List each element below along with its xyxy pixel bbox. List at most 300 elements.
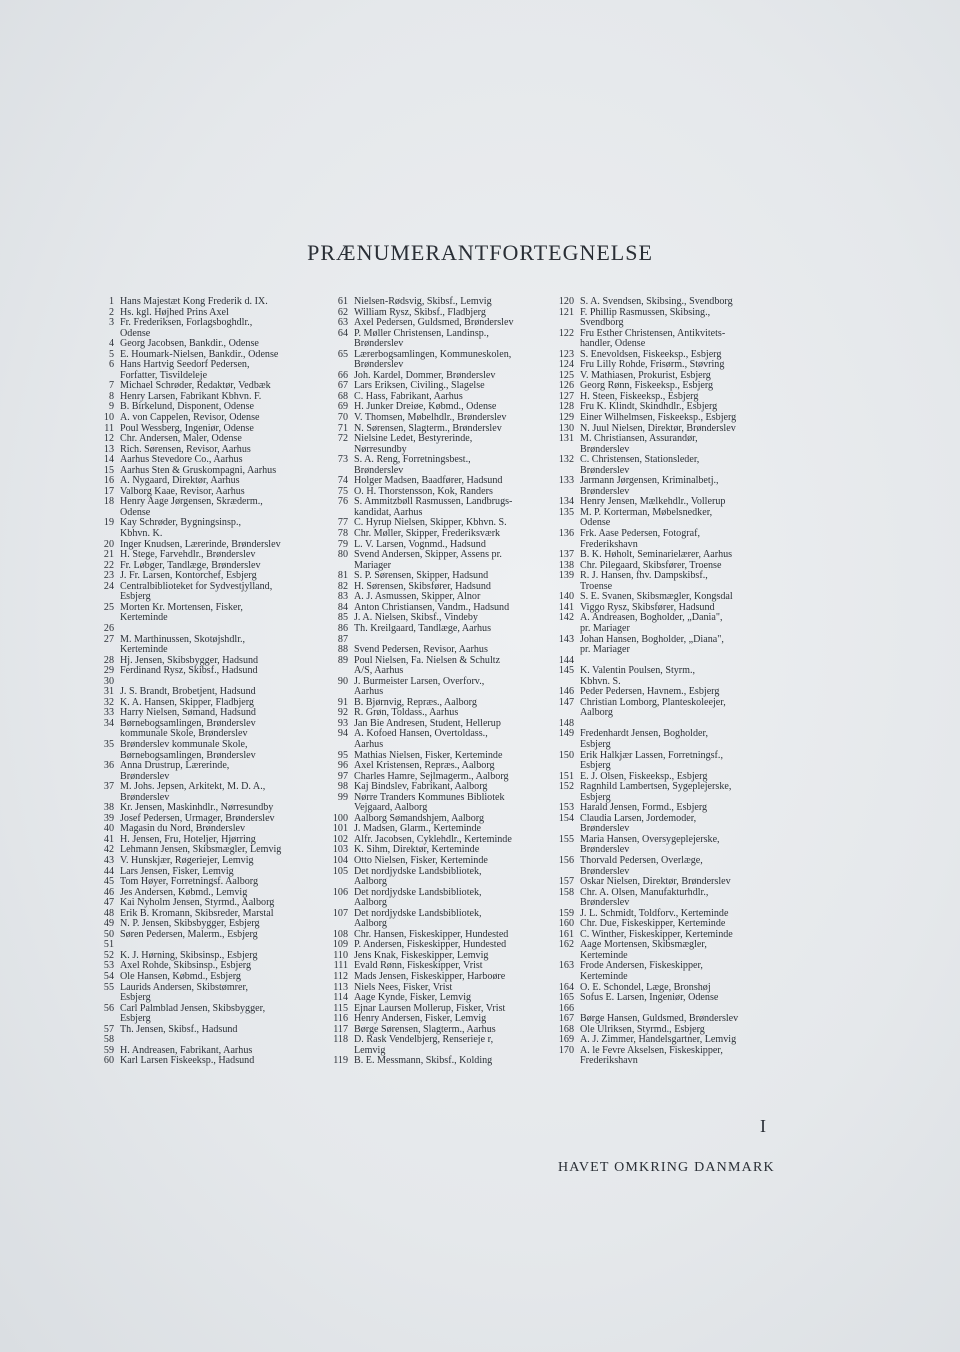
entry-number: 156 bbox=[558, 854, 574, 866]
entry-number: 138 bbox=[558, 559, 574, 571]
entry-number: 82 bbox=[337, 580, 348, 592]
entry-name: S. Ammitzbøll Rasmussen, Landbrugs- kandidat, Aarhus bbox=[354, 496, 513, 518]
entry-name: William Rysz, Skibsf., Fladbjerg bbox=[354, 306, 486, 318]
entry-number: 117 bbox=[333, 1023, 348, 1035]
entry-number: 118 bbox=[333, 1034, 348, 1046]
entry-name: Centralbiblioteket for Sydvestjylland, Esbjerg bbox=[120, 580, 273, 603]
entry-number: 21 bbox=[103, 549, 114, 561]
entry-number: 48 bbox=[103, 907, 114, 919]
entry-name: Peder Pedersen, Havnem., Esbjerg bbox=[580, 686, 720, 698]
entry-name: J. L. Schmidt, Toldforv., Kerteminde bbox=[580, 907, 729, 919]
subscriber-entry bbox=[328, 972, 550, 983]
entry-name: A. J. Zimmer, Handelsgartner, Lemvig bbox=[580, 1034, 737, 1046]
entry-name: Hj. Jensen, Skibsbygger, Hadsund bbox=[120, 654, 259, 666]
subscriber-entry bbox=[98, 497, 320, 518]
subscriber-entry bbox=[98, 1025, 320, 1036]
entry-number: 153 bbox=[558, 802, 574, 814]
entry-name: Mads Jensen, Fiskeskipper, Harboøre bbox=[354, 971, 506, 982]
entry-number: 7 bbox=[108, 380, 114, 392]
entry-number: 149 bbox=[558, 728, 574, 740]
entry-number: 24 bbox=[103, 580, 114, 592]
entry-name: Lærerbogsamlingen, Kommuneskolen, Brønderslev bbox=[354, 348, 512, 371]
entry-number: 110 bbox=[333, 949, 348, 961]
entry-name: Claudia Larsen, Jordemoder, Brønderslev bbox=[580, 812, 697, 835]
entry-number: 44 bbox=[103, 865, 114, 877]
entry-name: Nielsine Ledet, Bestyrerinde, Nørresundby bbox=[354, 433, 473, 455]
entry-name: A. Andreasen, Bogholder, „Dania", pr. Mariager bbox=[580, 612, 723, 634]
entry-number: 40 bbox=[103, 823, 114, 835]
entry-number: 154 bbox=[558, 812, 574, 824]
entry-number: 111 bbox=[333, 960, 348, 972]
entry-name: Erik Halkjær Lassen, Forretningsf., Esbjerg bbox=[580, 749, 723, 772]
subscriber-entry bbox=[98, 318, 320, 339]
entry-name: Aarhus Stevedore Co., Aarhus bbox=[120, 454, 243, 466]
subscriber-entry bbox=[328, 329, 550, 350]
subscriber-entry bbox=[98, 582, 320, 603]
entry-number: 20 bbox=[103, 538, 114, 550]
entry-number: 147 bbox=[558, 696, 574, 708]
entry-number: 22 bbox=[103, 559, 114, 571]
entry-name: C. Hyrup Nielsen, Skipper, Kbhvn. S. bbox=[354, 517, 507, 529]
entry-name: Det nordjydske Landsbibliotek, Aalborg bbox=[354, 907, 482, 930]
entry-name: Anna Drustrup, Lærerinde, Brønderslev bbox=[120, 760, 230, 782]
entry-number: 83 bbox=[337, 591, 348, 603]
entry-name: Chr. Møller, Skipper, Frederiksværk bbox=[354, 528, 501, 540]
entry-number: 157 bbox=[558, 876, 574, 888]
entry-number: 94 bbox=[337, 728, 348, 740]
entry-number: 19 bbox=[103, 517, 114, 529]
entry-number: 159 bbox=[558, 907, 574, 919]
entry-name: Einer Wilhelmsen, Fiskeeksp., Esbjerg bbox=[580, 412, 737, 424]
entry-number: 136 bbox=[558, 528, 574, 540]
entry-name: J. S. Brandt, Brobetjent, Hadsund bbox=[120, 686, 256, 698]
entry-number: 86 bbox=[337, 622, 348, 634]
entry-name: Maria Hansen, Oversygeplejerske, Brønderslev bbox=[580, 833, 720, 856]
subscriber-entry bbox=[98, 856, 320, 867]
entry-name: Aage Mortensen, Skibsmægler, Kerteminde bbox=[580, 939, 707, 961]
entry-number: 116 bbox=[333, 1013, 348, 1025]
entry-name: Aalborg Sømandshjem, Aalborg bbox=[354, 812, 484, 824]
entry-name: K. Valentin Poulsen, Styrm., Kbhvn. S. bbox=[580, 665, 696, 687]
entry-name: Morten Kr. Mortensen, Fisker, Kerteminde bbox=[120, 601, 243, 624]
entry-number: 11 bbox=[104, 422, 114, 434]
entry-number: 10 bbox=[103, 412, 114, 424]
subscriber-entry bbox=[554, 961, 776, 982]
subscriber-entry bbox=[328, 645, 550, 656]
entry-name: K. A. Hansen, Skipper, Fladbjerg bbox=[120, 696, 254, 708]
entry-name: Det nordjydske Landsbibliotek, Aalborg bbox=[354, 886, 482, 909]
subscriber-entry bbox=[328, 888, 550, 909]
entry-number: 142 bbox=[558, 612, 574, 624]
subscriber-entry bbox=[328, 297, 550, 308]
entry-number: 61 bbox=[337, 296, 348, 307]
entry-number: 167 bbox=[558, 1013, 574, 1025]
subscriber-entry bbox=[328, 455, 550, 476]
subscriber-entry bbox=[328, 856, 550, 867]
subscriber-entry bbox=[98, 297, 320, 308]
entry-number: 39 bbox=[103, 812, 114, 824]
entry-name: Valborg Kaae, Revisor, Aarhus bbox=[120, 485, 245, 497]
subscriber-entry bbox=[554, 508, 776, 529]
subscriber-entry bbox=[98, 624, 320, 635]
entry-name: A. J. Asmussen, Skipper, Alnor bbox=[354, 591, 481, 603]
entry-number: 101 bbox=[332, 823, 348, 835]
entry-number: 106 bbox=[332, 886, 348, 898]
entry-name: Hans Hartvig Seedorf Pedersen, Forfatter, Tisvildeleje bbox=[120, 359, 250, 381]
entry-name: Chr. Hansen, Fiskeskipper, Hundested bbox=[354, 928, 509, 940]
entry-name: Lars Eriksen, Civiling., Slagelse bbox=[354, 380, 485, 392]
entry-number: 143 bbox=[558, 633, 574, 645]
entry-number: 70 bbox=[337, 412, 348, 424]
entry-name: Aarhus Sten & Gruskompagni, Aarhus bbox=[120, 464, 277, 476]
entry-name: V. Hunskjær, Røgeriejer, Lemvig bbox=[120, 854, 254, 866]
entry-name: B. Birkelund, Disponent, Odense bbox=[120, 401, 255, 413]
entry-name: Henry Jensen, Mælkehdlr., Vollerup bbox=[580, 496, 726, 508]
entry-number: 41 bbox=[103, 833, 114, 845]
entry-name: Mathias Nielsen, Fisker, Kerteminde bbox=[354, 749, 503, 761]
entry-number: 125 bbox=[558, 369, 574, 381]
entry-name: Poul Nielsen, Fa. Nielsen & Schultz A/S, Aarhus bbox=[354, 654, 501, 677]
entry-name: Tom Høyer, Forretningsf. Aalborg bbox=[120, 876, 259, 888]
subscriber-entry bbox=[554, 529, 776, 550]
entry-number: 3 bbox=[108, 317, 114, 329]
entry-name: J. Fr. Larsen, Kontorchef, Esbjerg bbox=[120, 570, 257, 582]
entry-number: 65 bbox=[337, 348, 348, 360]
entry-name: K. J. Hørning, Skibsinsp., Esbjerg bbox=[120, 949, 258, 961]
entry-name: Svend Pedersen, Revisor, Aarhus bbox=[354, 644, 488, 656]
entry-number: 52 bbox=[103, 949, 114, 961]
entry-name: Carl Palmblad Jensen, Skibsbygger, Esbjerg bbox=[120, 1002, 266, 1025]
entry-name: Kr. Jensen, Maskinhdlr., Nørresundby bbox=[120, 802, 274, 814]
entry-name: Søren Pedersen, Malerm., Esbjerg bbox=[120, 928, 258, 940]
entry-number: 151 bbox=[558, 770, 574, 782]
entry-number: 2 bbox=[108, 306, 114, 318]
entry-number: 84 bbox=[337, 601, 348, 613]
entry-number: 109 bbox=[332, 939, 348, 951]
entry-number: 13 bbox=[103, 443, 114, 455]
entry-number: 26 bbox=[103, 622, 114, 634]
entry-name: O. E. Schondel, Læge, Bronshøj bbox=[580, 981, 711, 993]
entry-number: 37 bbox=[103, 781, 114, 793]
entry-number: 47 bbox=[103, 897, 114, 909]
entry-number: 49 bbox=[103, 918, 114, 930]
entry-number: 168 bbox=[558, 1023, 574, 1035]
entry-number: 69 bbox=[337, 401, 348, 413]
entry-name: Th. Kreilgaard, Tandlæge, Aarhus bbox=[354, 622, 492, 634]
entry-number: 131 bbox=[558, 433, 574, 445]
entry-number: 165 bbox=[558, 992, 574, 1004]
subscriber-entry bbox=[328, 529, 550, 540]
entry-name: Frk. Aase Pedersen, Fotograf, Frederikshavn bbox=[580, 528, 700, 550]
entry-number: 112 bbox=[333, 971, 348, 982]
entry-number: 85 bbox=[337, 612, 348, 624]
entry-name: Fru Esther Christensen, Antikvitets- handler, Odense bbox=[580, 327, 726, 350]
entry-number: 9 bbox=[108, 401, 114, 413]
entry-number: 163 bbox=[558, 960, 574, 972]
subscriber-column-2 bbox=[328, 297, 550, 1067]
subscriber-entry bbox=[554, 729, 776, 750]
subscriber-entry bbox=[98, 666, 320, 677]
entry-name: Fru K. Klindt, Skindhdlr., Esbjerg bbox=[580, 401, 718, 413]
subscriber-entry bbox=[98, 983, 320, 1004]
entry-name: Henry Aage Jørgensen, Skræderm., Odense bbox=[120, 496, 263, 518]
entry-name: D. Rask Vendelbjerg, Renserieje r, Lemvig bbox=[354, 1034, 494, 1056]
entry-name: S. P. Sørensen, Skipper, Hadsund bbox=[354, 570, 489, 582]
entry-number: 115 bbox=[333, 1002, 348, 1014]
entry-number: 63 bbox=[337, 317, 348, 329]
entry-number: 53 bbox=[103, 960, 114, 972]
entry-name: Lars Jensen, Fisker, Lemvig bbox=[120, 865, 234, 877]
entry-name: S. A. Reng, Forretningsbest., Brønderslev bbox=[354, 454, 471, 476]
entry-name: O. H. Thorstensson, Kok, Randers bbox=[354, 485, 493, 497]
entry-number: 161 bbox=[558, 928, 574, 940]
entry-number: 59 bbox=[103, 1044, 114, 1056]
entry-number: 29 bbox=[103, 665, 114, 677]
entry-number: 107 bbox=[332, 907, 348, 919]
entry-number: 71 bbox=[337, 422, 348, 434]
page-title: PRÆNUMERANTFORTEGNELSE bbox=[307, 240, 653, 265]
subscriber-entry bbox=[554, 856, 776, 877]
entry-name: V. Mathiasen, Prokurist, Esbjerg bbox=[580, 369, 711, 381]
subscriber-entry bbox=[554, 329, 776, 350]
subscriber-entry bbox=[554, 782, 776, 803]
entry-number: 103 bbox=[332, 844, 348, 856]
entry-name: Henry Larsen, Fabrikant Kbhvn. F. bbox=[120, 390, 262, 402]
entry-name: Joh. Kardel, Dommer, Brønderslev bbox=[354, 369, 496, 381]
subscriber-entry bbox=[554, 635, 776, 656]
subscriber-entry bbox=[98, 1056, 320, 1067]
entry-number: 46 bbox=[103, 886, 114, 898]
entry-name: H. Andreasen, Fabrikant, Aarhus bbox=[120, 1044, 253, 1056]
entry-name: Axel Kristensen, Repræs., Aalborg bbox=[354, 760, 495, 772]
entry-number: 57 bbox=[103, 1023, 114, 1035]
subscriber-entry bbox=[328, 350, 550, 371]
entry-number: 150 bbox=[558, 749, 574, 761]
subscriber-entry bbox=[328, 1056, 550, 1067]
subscriber-entry bbox=[98, 413, 320, 424]
entry-number: 155 bbox=[558, 833, 574, 845]
subscriber-entry bbox=[554, 666, 776, 687]
entry-name: Det nordjydske Landsbibliotek, Aalborg bbox=[354, 865, 482, 888]
entry-name: Kay Schrøder, Bygningsinsp., Kbhvn. K. bbox=[120, 517, 241, 540]
entry-number: 27 bbox=[103, 633, 114, 645]
entry-name: Henry Andersen, Fisker, Lemvig bbox=[354, 1013, 487, 1025]
entry-number: 56 bbox=[103, 1002, 114, 1014]
entry-name: Otto Nielsen, Fisker, Kerteminde bbox=[354, 854, 488, 866]
entry-name: Axel Rohde, Skibsinsp., Esbjerg bbox=[120, 960, 252, 972]
entry-name: Ole Hansen, Købmd., Esbjerg bbox=[120, 971, 241, 982]
entry-number: 134 bbox=[558, 496, 574, 508]
entry-name: Nielsen-Rødsvig, Skibsf., Lemvig bbox=[354, 296, 492, 307]
entry-number: 140 bbox=[558, 591, 574, 603]
entry-name: Chr. Andersen, Maler, Odense bbox=[120, 433, 242, 445]
entry-name: C. Winther, Fiskeskipper, Kerteminde bbox=[580, 928, 733, 940]
entry-number: 166 bbox=[558, 1002, 574, 1014]
entry-number: 158 bbox=[558, 886, 574, 898]
entry-name: Viggo Rysz, Skibsfører, Hadsund bbox=[580, 601, 715, 613]
entry-name: Georg Rønn, Fiskeeksp., Esbjerg bbox=[580, 380, 714, 392]
entry-number: 68 bbox=[337, 390, 348, 402]
entry-name: S. Enevoldsen, Fiskeeksp., Esbjerg bbox=[580, 348, 722, 360]
subscriber-column-3 bbox=[554, 297, 776, 1067]
entry-name: Laurids Andersen, Skibstømrer, Esbjerg bbox=[120, 981, 248, 1004]
entry-number: 62 bbox=[337, 306, 348, 318]
entry-number: 18 bbox=[103, 496, 114, 508]
entry-number: 162 bbox=[558, 939, 574, 951]
entry-number: 76 bbox=[337, 496, 348, 508]
entry-number: 66 bbox=[337, 369, 348, 381]
subscriber-entry bbox=[328, 1035, 550, 1056]
entry-number: 55 bbox=[103, 981, 114, 993]
entry-number: 88 bbox=[337, 644, 348, 656]
entry-name: Lehmann Jensen, Skibsmægler, Lemvig bbox=[120, 844, 282, 856]
entry-name: M. Marthinussen, Skotøjshdlr., Kerteminde bbox=[120, 633, 246, 656]
entry-number: 36 bbox=[103, 760, 114, 772]
entry-number: 6 bbox=[108, 359, 114, 371]
entry-name: H. Junker Dreiøe, Købmd., Odense bbox=[354, 401, 497, 413]
subscriber-entry bbox=[98, 360, 320, 381]
entry-name: Karl Larsen Fiskeeksp., Hadsund bbox=[120, 1055, 255, 1067]
book-title-footer: HAVET OMKRING DANMARK bbox=[558, 1160, 775, 1175]
entry-name: Chr. Pilegaard, Skibsfører, Troense bbox=[580, 559, 722, 571]
subscriber-entry bbox=[98, 635, 320, 656]
entry-name: Hs. kgl. Højhed Prins Axel bbox=[120, 306, 229, 318]
entry-number: 73 bbox=[337, 454, 348, 466]
entry-number: 129 bbox=[558, 412, 574, 424]
entry-name: Oskar Nielsen, Direktør, Brønderslev bbox=[580, 876, 731, 888]
entry-number: 93 bbox=[337, 717, 348, 729]
entry-number: 34 bbox=[103, 717, 114, 729]
entry-name: M. P. Korterman, Møbelsnedker, Odense bbox=[580, 506, 713, 529]
entry-name: A. Nygaard, Direktør, Aarhus bbox=[120, 475, 240, 487]
entry-name: P. Andersen, Fiskeskipper, Hundested bbox=[354, 939, 507, 951]
entry-name: Chr. Due, Fiskeskipper, Kerteminde bbox=[580, 918, 726, 930]
subscriber-entry bbox=[554, 698, 776, 719]
entry-name: Kai Nyholm Jensen, Styrmd., Aalborg bbox=[120, 897, 275, 909]
entry-number: 14 bbox=[103, 454, 114, 466]
subscriber-entry bbox=[328, 624, 550, 635]
entry-number: 108 bbox=[332, 928, 348, 940]
entry-number: 35 bbox=[103, 738, 114, 750]
entry-name: S. E. Svanen, Skibsmægler, Kongsdal bbox=[580, 591, 733, 603]
subscriber-entry bbox=[328, 729, 550, 750]
entry-name: M. Christiansen, Assurandør, Brønderslev bbox=[580, 433, 698, 455]
subscriber-entry bbox=[98, 930, 320, 941]
entry-number: 15 bbox=[103, 464, 114, 476]
entry-number: 43 bbox=[103, 854, 114, 866]
entry-number: 148 bbox=[558, 717, 574, 729]
entry-name: C. Christensen, Stationsleder, Brønderslev bbox=[580, 454, 700, 476]
entry-number: 64 bbox=[337, 327, 348, 339]
entry-number: 23 bbox=[103, 570, 114, 582]
subscriber-entry bbox=[328, 793, 550, 814]
entry-number: 81 bbox=[337, 570, 348, 582]
entry-number: 121 bbox=[558, 306, 574, 318]
entry-name: Erik B. Kromann, Skibsreder, Marstal bbox=[120, 907, 274, 919]
entry-number: 120 bbox=[558, 296, 574, 307]
entry-name: Ragnhild Lambertsen, Sygeplejerske, Esbjerg bbox=[580, 781, 732, 803]
entry-name: Michael Schrøder, Redaktør, Vedbæk bbox=[120, 380, 271, 392]
entry-name: Brønderslev kommunale Skole, Børnebogsamlingen, Brønderslev bbox=[120, 738, 256, 761]
entry-name: Josef Pedersen, Urmager, Brønderslev bbox=[120, 812, 275, 824]
entry-number: 122 bbox=[558, 327, 574, 339]
entry-number: 141 bbox=[558, 601, 574, 613]
entry-number: 1 bbox=[108, 296, 114, 307]
entry-number: 135 bbox=[558, 506, 574, 518]
entry-name: Jens Knak, Fiskeskipper, Lemvig bbox=[354, 949, 489, 961]
entry-number: 100 bbox=[332, 812, 348, 824]
entry-name: Svend Andersen, Skipper, Assens pr. Mariager bbox=[354, 549, 502, 571]
subscriber-entry bbox=[328, 434, 550, 455]
entry-number: 139 bbox=[558, 570, 574, 582]
entry-name: P. Møller Christensen, Landinsp., Brønderslev bbox=[354, 327, 489, 350]
entry-name: L. V. Larsen, Vognmd., Hadsund bbox=[354, 538, 486, 550]
entry-number: 132 bbox=[558, 454, 574, 466]
entry-name: Axel Pedersen, Guldsmed, Brønderslev bbox=[354, 317, 514, 329]
entry-number: 97 bbox=[337, 770, 348, 782]
entry-number: 91 bbox=[337, 696, 348, 708]
entry-name: H. Stege, Farvehdlr., Brønderslev bbox=[120, 549, 256, 561]
entry-name: J. Burmeister Larsen, Overforv., Aarhus bbox=[354, 675, 485, 698]
subscriber-entry bbox=[554, 751, 776, 772]
entry-name: Fru Lilly Rohde, Frisørm., Støvring bbox=[580, 359, 725, 371]
entry-name: S. A. Svendsen, Skibsing., Svendborg bbox=[580, 296, 733, 307]
entry-number: 98 bbox=[337, 781, 348, 793]
page-number: I bbox=[760, 1116, 766, 1136]
entry-name: Ejnar Laursen Mollerup, Fisker, Vrist bbox=[354, 1002, 506, 1014]
entry-name: B. Bjørnvig, Repræs., Aalborg bbox=[354, 696, 477, 708]
entry-name: Magasin du Nord, Brønderslev bbox=[120, 823, 246, 835]
entry-number: 45 bbox=[103, 876, 114, 888]
subscriber-entry bbox=[328, 867, 550, 888]
entry-number: 74 bbox=[337, 475, 348, 487]
entry-number: 77 bbox=[337, 517, 348, 529]
subscriber-entry bbox=[98, 1004, 320, 1025]
entry-number: 32 bbox=[103, 696, 114, 708]
entry-name: Inger Knudsen, Lærerinde, Brønderslev bbox=[120, 538, 281, 550]
entry-number: 12 bbox=[103, 433, 114, 445]
entry-number: 67 bbox=[337, 380, 348, 392]
entry-number: 145 bbox=[558, 665, 574, 677]
entry-number: 42 bbox=[103, 844, 114, 856]
entry-number: 99 bbox=[337, 791, 348, 803]
entry-name: Holger Madsen, Baadfører, Hadsund bbox=[354, 475, 503, 487]
entry-name: R. J. Hansen, fhv. Dampskibsf., Troense bbox=[580, 570, 708, 592]
subscriber-entry bbox=[328, 677, 550, 698]
entry-name: Fredenhardt Jensen, Bogholder, Esbjerg bbox=[580, 728, 708, 750]
entry-number: 28 bbox=[103, 654, 114, 666]
subscriber-entry bbox=[98, 719, 320, 740]
subscriber-entry bbox=[328, 413, 550, 424]
entry-number: 126 bbox=[558, 380, 574, 392]
entry-number: 5 bbox=[108, 348, 114, 360]
entry-number: 144 bbox=[558, 654, 574, 666]
entry-name: H. Steen, Fiskeeksp., Esbjerg bbox=[580, 390, 699, 402]
subscriber-entry bbox=[98, 740, 320, 761]
entry-name: Charles Hamre, Sejlmagerm., Aalborg bbox=[354, 770, 509, 782]
entry-number: 124 bbox=[558, 359, 574, 371]
entry-number: 137 bbox=[558, 549, 574, 561]
entry-name: H. Jensen, Fru, Hoteljer, Hjørring bbox=[120, 833, 256, 845]
entry-number: 127 bbox=[558, 390, 574, 402]
subscriber-entry bbox=[554, 571, 776, 592]
entry-name: Poul Wessberg, Ingeniør, Odense bbox=[120, 422, 254, 434]
entry-name: Sofus E. Larsen, Ingeniør, Odense bbox=[580, 992, 719, 1004]
entry-number: 119 bbox=[333, 1055, 348, 1067]
entry-name: R. Grøn, Toldass., Aarhus bbox=[354, 707, 459, 719]
entry-name: Jarmann Jørgensen, Kriminalbetj., Brønderslev bbox=[580, 475, 719, 497]
entry-name: J. A. Nielsen, Skibsf., Vindeby bbox=[354, 612, 478, 624]
